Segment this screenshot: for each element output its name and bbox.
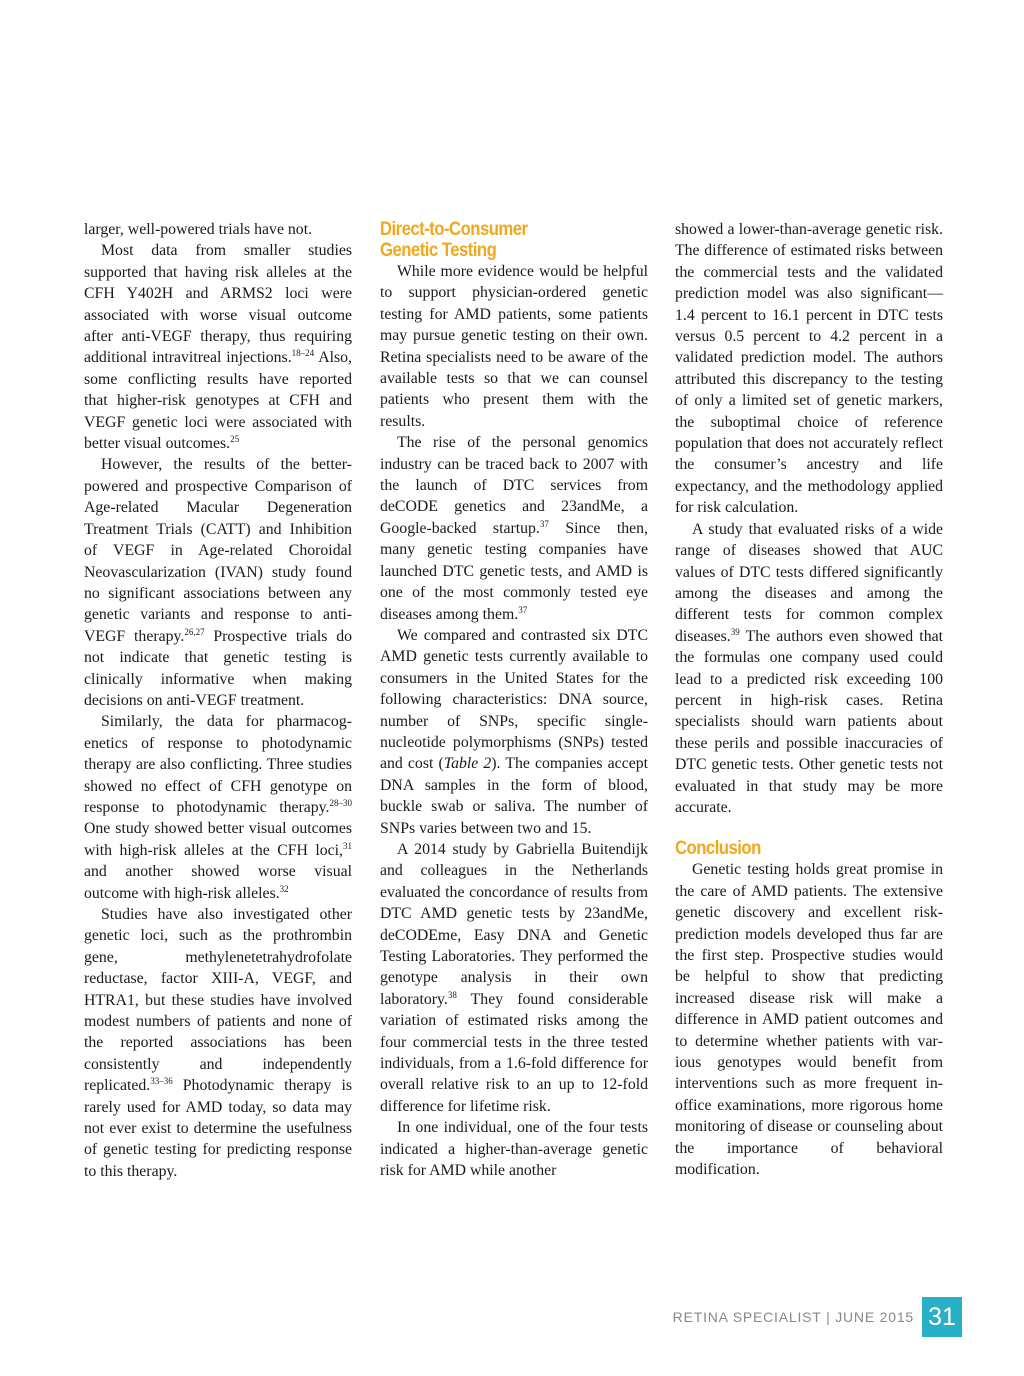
citation: 39 <box>730 626 740 637</box>
citation: 25 <box>230 434 240 445</box>
paragraph: Genetic testing holds great promise in the care of AMD patients. The extensive genetic discovery and excellent risk-prediction models developed thus far are the first step. Prospective studies would be helpful to show that predicting increased disease risk will make a difference in AMD patient outcomes and to determine whether patients with various genotypes would benefit from interventions such as more frequent in-office examinations, more rigorous home monitoring of disease or counseling about the importance of behavioral modification. <box>675 861 943 1179</box>
paragraph: We compared and contrasted six DTC AMD genetic tests currently available to consumers in the United States for the following characteristics: DNA source, number of SNPs, specific single-nucleotide polymorphisms (SNPs) tested and cost (Table 2). The companies accept DNA samples in the form of blood, buckle swab or saliva. The number of SNPs varies between two and 15. <box>380 626 648 837</box>
citation: 28–30 <box>329 797 352 808</box>
paragraph: Most data from smaller studies supported that having risk alleles at the CFH Y402H and ARMS2 loci were associated with worse visual outcome after anti-VEGF therapy, thus requiring additional intravitreal injections.$^{18-24}$ Also, some conflicting results have reported that higher-risk genotypes at CFH and VEGF genetic loci were associated with better visual outcomes.$^{25}$ <box>84 242 352 453</box>
page-footer <box>673 1297 962 1337</box>
citation: 31 <box>343 840 352 851</box>
paragraph: While more evidence would be helpful to support physician-ordered genetic testing for AMD patients, some patients may pursue genetic testing on their own. Retina specialists need to be aware of the available tests so that we can counsel patients who present them with the results. <box>380 263 648 430</box>
paragraph: showed a lower-than-average genetic risk. The difference of estimated risks between the commercial tests and the validated prediction model was also significant—1.4 percent to 16.1 percent in DTC tests versus 0.5 percent to 4.2 percent in a validated prediction model. The authors attributed this discrepancy to the testing of only a limited set of genetic markers, the suboptimal choice of reference population that does not accurately reflect the consumer’s ancestry and life expectancy, and the methodology applied for risk calculation. <box>675 221 943 517</box>
paragraph: The rise of the personal genomics industry can be traced back to 2007 with the launch of DTC services from deCODE genetics and 23andMe, a Google-backed startup.$^{37}$ Since then, many genetic testing companies have launched DTC genetic tests, and AMD is one of the most commonly tested eye diseases among them.$^{37}$ <box>380 434 649 623</box>
paragraph: Studies have also investigated other genetic loci, such as the prothrombin gene, methylenetetrahydrofolate reductase, factor XIII-A, VEGF, and HTRA1, but these studies have involved modest numbers of patients and none of the reported associations has been consistently and independently replicated.$^{33-36}$ Photodynamic therapy is rarely used for AMD today, so data may not ever exist to determine the usefulness of genetic testing for predicting response to this therapy. <box>84 906 352 1180</box>
citation: 26,27 <box>184 626 205 637</box>
paragraph: However, the results of the better-powered and prospective Comparison of Age-related Macular Degeneration Treatment Trials (CATT) and Inhibition of VEGF in Age-related Choroidal Neovascularization (IVAN) study found no significant associations between any genetic variants and response to anti-VEGF therapy.$^{26,27}$ Prospective trials do not indicate that genetic testing is clinically informative when making decisions on anti-VEGF treatment. <box>84 456 352 709</box>
article-column-3 <box>675 219 943 1180</box>
paragraph: In one individual, one of the four tests indicated a higher-than-average genetic risk for AMD while another <box>380 1119 648 1180</box>
table-reference: Table 2 <box>443 755 492 773</box>
paragraph: A 2014 study by Gabriella Buitendijk and colleagues in the Netherlands evaluated the concordance of results from DTC AMD genetic tests by 23andMe, deCODEme, Easy DNA and Genetic Testing Laboratories. They performed the genotype analysis in their own laboratory.$^{38}$ They found considerable variation of estimated risks among the four commercial tests in the three tested individuals, from a 1.6-fold difference for overall relative risk to an up to 12-fold difference for lifetime risk. <box>380 840 648 1115</box>
article-column-2 <box>380 219 648 1181</box>
article-column-1 <box>84 219 352 1182</box>
citation: 18–24 <box>291 348 315 359</box>
publication-info: RETINA SPECIALIST | JUNE 2015 <box>672 1309 914 1325</box>
section-heading-dtc: Direct-to-Consumer Genetic Testing <box>380 219 528 261</box>
citation: 37 <box>518 604 528 615</box>
citation: 37 <box>539 518 549 529</box>
section-heading-conclusion: Conclusion <box>675 838 761 860</box>
page-number: 31 <box>922 1297 962 1337</box>
paragraph: Similarly, the data for pharmacogenetics of response to photodynamic therapy are also conflicting. Three studies showed no effect of CFH genotype on response to photodynamic therapy.$^{28-30}$ One study showed better visual outcomes with high-risk alleles at the CFH loci,$^{31}$ and another showed worse visual outcome with high-risk alleles.$^{32}$ <box>84 713 352 902</box>
citation: 32 <box>279 883 289 894</box>
paragraph: A study that evaluated risks of a wide range of diseases showed that AUC values of DTC tests differed significantly among the diseases and among the different tests for common complex diseases.$^{39}$ The authors even showed that the formulas one company used could lead to a predicted risk exceeding 100 percent in high-risk cases. Retina specialists should warn patients about these perils and possible inaccuracies of DTC genetic tests. Other genetic tests not evaluated in that study may be more accurate. <box>675 520 943 816</box>
citation: 33–36 <box>150 1076 173 1087</box>
citation: 38 <box>447 989 457 1000</box>
paragraph: larger, well-powered trials have not. <box>84 221 313 238</box>
